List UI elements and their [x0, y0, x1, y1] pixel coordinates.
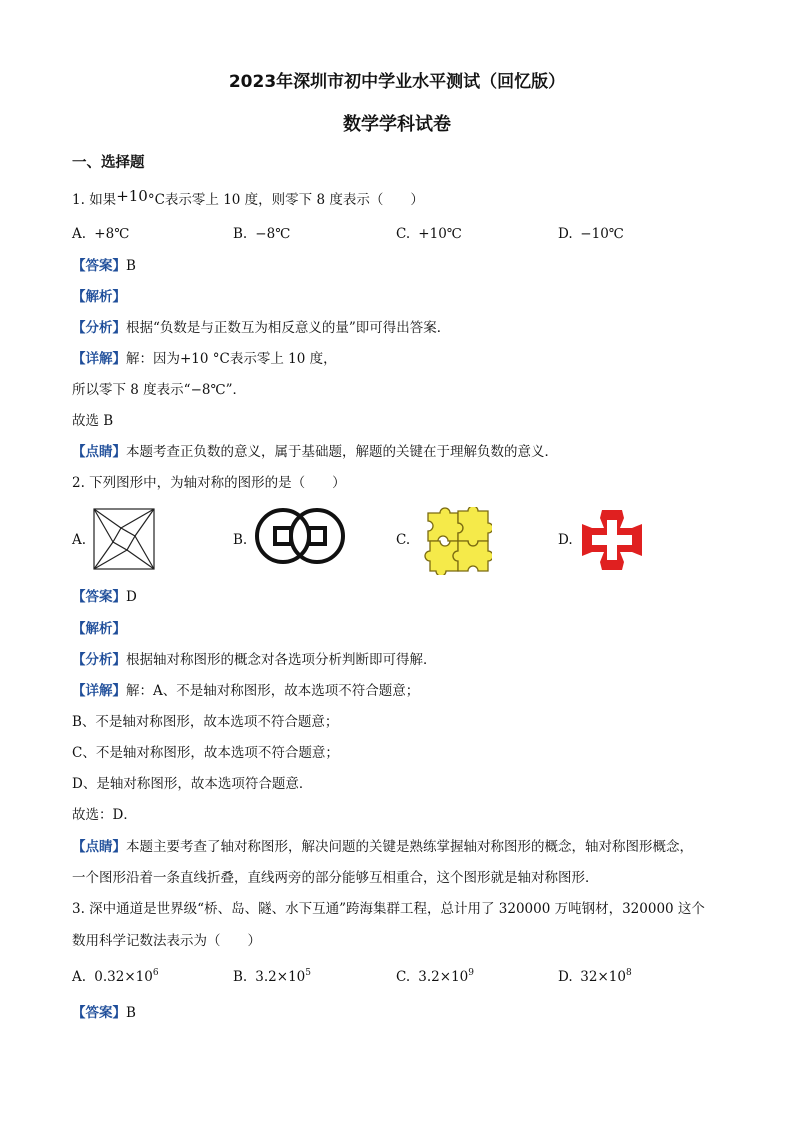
page-title: 2023年深圳市初中学业水平测试（回忆版）	[228, 72, 566, 92]
q2-option-a-letter: A.	[72, 532, 87, 548]
q1-number: 1.	[72, 192, 85, 208]
option-letter: B.	[233, 226, 248, 242]
option-text: −8℃	[255, 226, 291, 242]
option-letter: C.	[396, 226, 411, 242]
jiexi-tag: 【解析】	[72, 621, 126, 637]
dianjing-text: 本题考查正负数的意义，属于基础题，解题的关键在于理解负数的意义．	[126, 444, 558, 460]
option-exponent: 8	[625, 968, 632, 978]
option-text: +10℃	[418, 226, 462, 242]
q2-jiexi	[72, 620, 126, 638]
q2-fenxi	[72, 651, 437, 669]
xiangjie-tag: 【详解】	[72, 683, 126, 699]
option-text: +8℃	[94, 226, 130, 242]
q3-option-d	[558, 968, 632, 985]
q3-option-a	[72, 968, 159, 985]
q1-option-d	[558, 226, 624, 242]
page-subtitle: 数学学科试卷	[343, 114, 451, 135]
q2-line-b: B、不是轴对称图形，故本选项不符合题意；	[72, 714, 339, 730]
q2-xiangjie	[72, 682, 419, 700]
q2-option-d-letter: D.	[558, 532, 573, 548]
option-letter: A.	[72, 969, 87, 985]
option-letter: A.	[72, 226, 87, 242]
pinwheel-square-icon	[93, 508, 155, 570]
q2-stem: 2. 下列图形中，为轴对称的图形的是（ ）	[72, 475, 346, 491]
dianjing-tag: 【点睛】	[72, 444, 126, 460]
option-letter: C.	[396, 969, 411, 985]
coin-rings-icon	[253, 507, 347, 565]
option-letter: D.	[558, 969, 573, 985]
q1-fenxi	[72, 319, 450, 337]
dianjing-text: 本题主要考查了轴对称图形，解决问题的关键是熟练掌握轴对称图形的概念，轴对称图形概念，	[126, 839, 693, 855]
q1-stem-temp: +10	[116, 187, 148, 205]
answer-tag: 【答案】	[72, 258, 126, 274]
q3-option-c	[396, 968, 474, 985]
q2-answer	[72, 588, 137, 606]
answer-value: B	[126, 258, 136, 274]
fenxi-tag: 【分析】	[72, 320, 126, 336]
q3-answer	[72, 1004, 136, 1022]
fenxi-text: 根据“负数是与正数互为相反意义的量”即可得出答案．	[126, 320, 451, 336]
q1-option-a	[72, 226, 129, 242]
fenxi-text: 根据轴对称图形的概念对各选项分析判断即可得解．	[126, 652, 437, 668]
option-base: 32×10	[580, 969, 626, 985]
option-exponent: 9	[468, 968, 474, 978]
option-text: −10℃	[580, 226, 624, 242]
q2-line-c: C、不是轴对称图形，故本选项不符合题意；	[72, 745, 339, 761]
option-letter: B.	[233, 969, 248, 985]
q1-xiangjie	[72, 350, 337, 368]
red-cross-icon	[580, 508, 644, 572]
q1-jiexi	[72, 288, 126, 306]
q1-option-c	[396, 226, 462, 242]
option-base: 0.32×10	[94, 969, 153, 985]
q1-line2: 所以零下 8 度表示“−8℃”．	[72, 382, 246, 398]
q2-option-c-letter: C.	[396, 532, 411, 548]
puzzle-pieces-icon	[424, 507, 492, 575]
q1-option-b	[233, 226, 290, 242]
section-heading: 一、选择题	[72, 155, 145, 171]
xiangjie-text: 解：因为+10 °C表示零上 10 度，	[126, 351, 337, 367]
q1-stem	[72, 187, 424, 209]
q1-dianjing	[72, 443, 558, 461]
q1-line3: 故选 B	[72, 413, 114, 429]
option-base: 3.2×10	[418, 969, 469, 985]
answer-value: D	[126, 589, 137, 605]
q3-option-b	[233, 968, 311, 985]
answer-tag: 【答案】	[72, 1005, 126, 1021]
q1-answer	[72, 257, 136, 275]
q1-stem-a: 如果	[89, 192, 117, 208]
q2-dianjing-line2: 一个图形沿着一条直线折叠，直线两旁的部分能够互相重合，这个图形就是轴对称图形．	[72, 870, 599, 886]
q2-conclusion: 故选：D．	[72, 807, 137, 823]
xiangjie-tag: 【详解】	[72, 351, 126, 367]
option-base: 3.2×10	[255, 969, 306, 985]
q2-option-b-letter: B.	[233, 532, 248, 548]
option-letter: D.	[558, 226, 573, 242]
q3-stem-line2: 数用科学记数法表示为（ ）	[72, 933, 261, 949]
q1-stem-b: °C表示零上 10 度，则零下 8 度表示（ ）	[147, 192, 424, 208]
answer-tag: 【答案】	[72, 589, 126, 605]
jiexi-tag: 【解析】	[72, 289, 126, 305]
q3-stem-line1: 3. 深中通道是世界级“桥、岛、隧、水下互通”跨海集群工程，总计用了 320000 万吨钢材，320000 这个	[72, 901, 705, 917]
answer-value: B	[126, 1005, 136, 1021]
q2-line-d: D、是轴对称图形，故本选项符合题意．	[72, 776, 313, 792]
option-exponent: 5	[305, 968, 311, 978]
option-exponent: 6	[152, 968, 159, 978]
xiangjie-text: 解：A、不是轴对称图形，故本选项不符合题意；	[126, 683, 420, 699]
q2-dianjing	[72, 838, 693, 856]
fenxi-tag: 【分析】	[72, 652, 126, 668]
dianjing-tag: 【点睛】	[72, 839, 126, 855]
